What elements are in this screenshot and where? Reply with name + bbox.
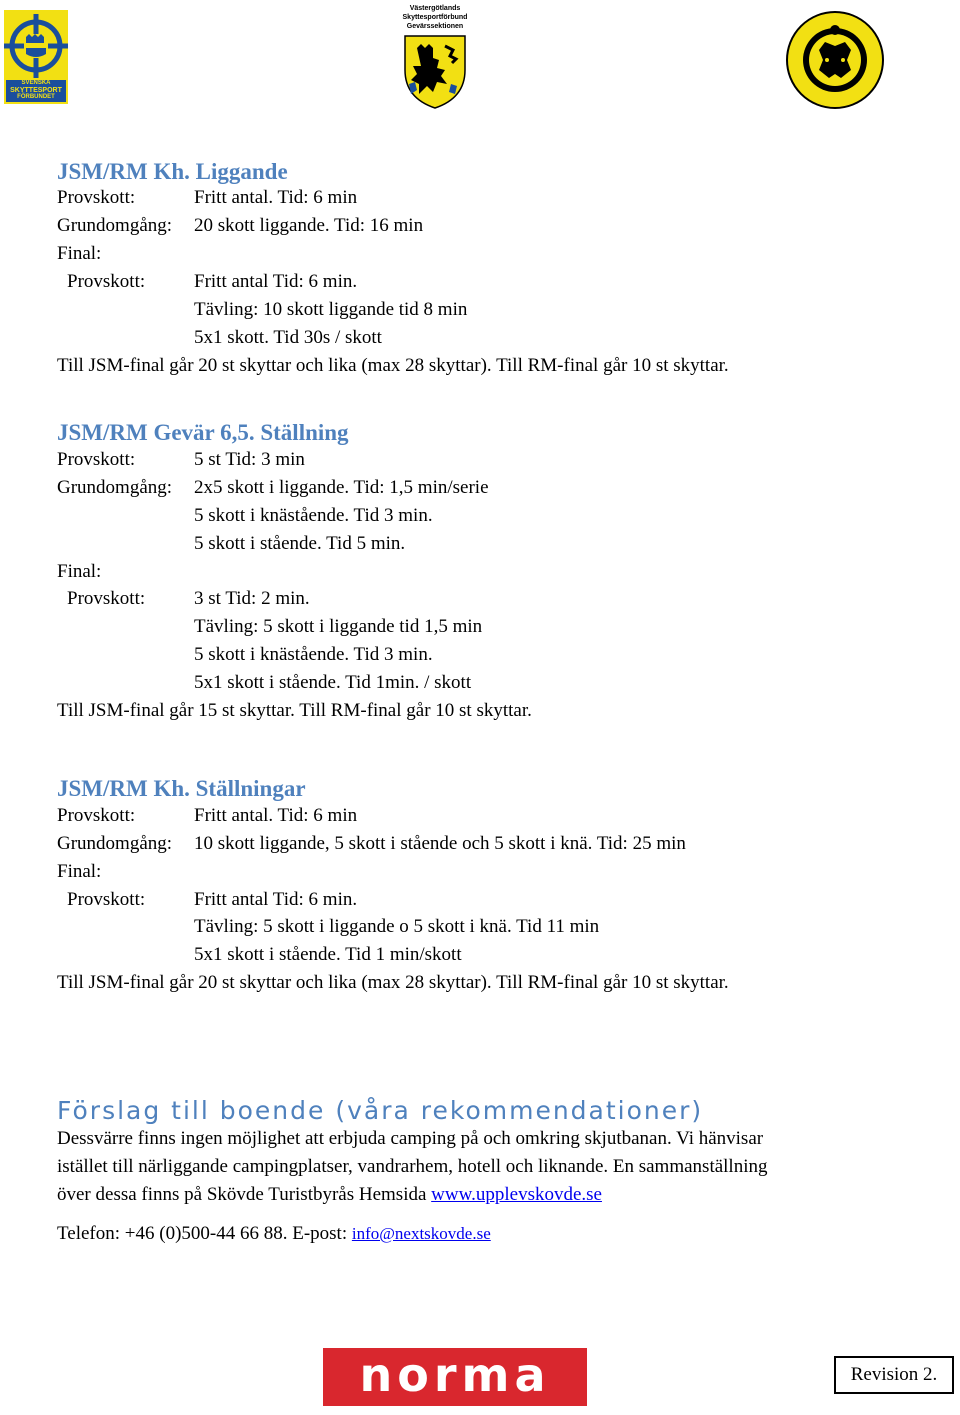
norma-logo-text: norma bbox=[359, 1348, 551, 1402]
section3-row-value: Fritt antal. Tid: 6 min bbox=[194, 805, 358, 826]
section1-final-label: Final: bbox=[57, 243, 102, 264]
revision-label: Revision 2. bbox=[834, 1356, 954, 1394]
section1-row-value: Tävling: 10 skott liggande tid 8 min bbox=[194, 299, 468, 320]
lodging-text-line: istället till närliggande campingplatser, vandrarhem, hotell och liknande. En sammanställning bbox=[57, 1156, 768, 1177]
section2-row-label: Grundomgång: bbox=[57, 477, 173, 498]
lodging-website-prefix: över dessa finns på Skövde Turistbyrås Hemsida bbox=[57, 1184, 432, 1205]
lodging-title: Förslag till boende (våra rekommendationer) bbox=[57, 1096, 704, 1125]
left-logo-lettering: SVENSKA SKYTTESPORT FÖRBUNDET bbox=[10, 80, 62, 100]
section2-row-label: Provskott: bbox=[67, 588, 146, 609]
contact-prefix: Telefon: +46 (0)500-44 66 88. E-post: bbox=[57, 1223, 352, 1244]
email-link[interactable]: info@nextskovde.se bbox=[351, 1224, 491, 1243]
section2-row-value: 5 skott i stående. Tid 5 min. bbox=[194, 533, 406, 554]
section1-row-value: 20 skott liggande. Tid: 16 min bbox=[194, 215, 424, 236]
section1-row-value: Fritt antal. Tid: 6 min bbox=[194, 187, 358, 208]
section1-title: JSM/RM Kh. Liggande bbox=[57, 159, 288, 184]
section2-row-value: 5x1 skott i stående. Tid 1min. / skott bbox=[194, 672, 472, 693]
center-logo-caption: Västergötlands Skyttesportförbund Gevärssektionen bbox=[402, 5, 468, 30]
section3-final-label: Final: bbox=[57, 861, 102, 882]
lodging-text-line: Dessvärre finns ingen möjlighet att erbjuda camping på och omkring skjutbanan. Vi hänvisar bbox=[57, 1128, 764, 1149]
section3-row-value: 10 skott liggande, 5 skott i stående och 5 skott i knä. Tid: 25 min bbox=[194, 833, 686, 854]
vastergotlands-skyttesportforbund-logo bbox=[395, 4, 475, 108]
section3-row-value: Tävling: 5 skott i liggande o 5 skott i knä. Tid 11 min bbox=[194, 916, 600, 937]
section3-row-label: Provskott: bbox=[67, 889, 146, 910]
section3-title: JSM/RM Kh. Ställningar bbox=[57, 776, 306, 801]
section2-final-label: Final: bbox=[57, 561, 102, 582]
section3-row-label: Grundomgång: bbox=[57, 833, 173, 854]
section2-note: Till JSM-final går 15 st skyttar. Till RM-final går 10 st skyttar. bbox=[57, 700, 532, 721]
section2-row-value: 5 skott i knästående. Tid 3 min. bbox=[194, 644, 433, 665]
section1-note: Till JSM-final går 20 st skyttar och lika (max 28 skyttar). Till RM-final går 10 st skyttar. bbox=[57, 355, 729, 376]
section1-row-label: Provskott: bbox=[67, 271, 146, 292]
section3-row-value: Fritt antal Tid: 6 min. bbox=[194, 889, 358, 910]
section2-row-value: 2x5 skott i liggande. Tid: 1,5 min/serie bbox=[194, 477, 489, 498]
norma-logo bbox=[323, 1348, 587, 1406]
section2-row-value: 5 skott i knästående. Tid 3 min. bbox=[194, 505, 433, 526]
section1-row-label: Grundomgång: bbox=[57, 215, 173, 236]
svenska-skyttesportforbundet-logo bbox=[4, 10, 68, 104]
section3-row-value: 5x1 skott i stående. Tid 1 min/skott bbox=[194, 944, 462, 965]
section1-row-value: Fritt antal Tid: 6 min. bbox=[194, 271, 358, 292]
contact-line bbox=[57, 1220, 491, 1248]
website-link[interactable]: www.upplevskovde.se bbox=[431, 1184, 602, 1205]
section2-title: JSM/RM Gevär 6,5. Ställning bbox=[57, 420, 349, 445]
section1-row-label: Provskott: bbox=[57, 187, 136, 208]
section2-row-label: Provskott: bbox=[57, 449, 136, 470]
section1-row-value: 5x1 skott. Tid 30s / skott bbox=[194, 327, 382, 348]
section3-row-label: Provskott: bbox=[57, 805, 136, 826]
section3-note: Till JSM-final går 20 st skyttar och lika (max 28 skyttar). Till RM-final går 10 st skyttar. bbox=[57, 972, 729, 993]
section2-row-value: 3 st Tid: 2 min. bbox=[194, 588, 310, 609]
lodging-text-line bbox=[57, 1181, 602, 1209]
section2-row-value: 5 st Tid: 3 min bbox=[194, 449, 305, 470]
section2-row-value: Tävling: 5 skott i liggande tid 1,5 min bbox=[194, 616, 483, 637]
skaraborgs-skytteforbund-logo bbox=[785, 10, 885, 110]
